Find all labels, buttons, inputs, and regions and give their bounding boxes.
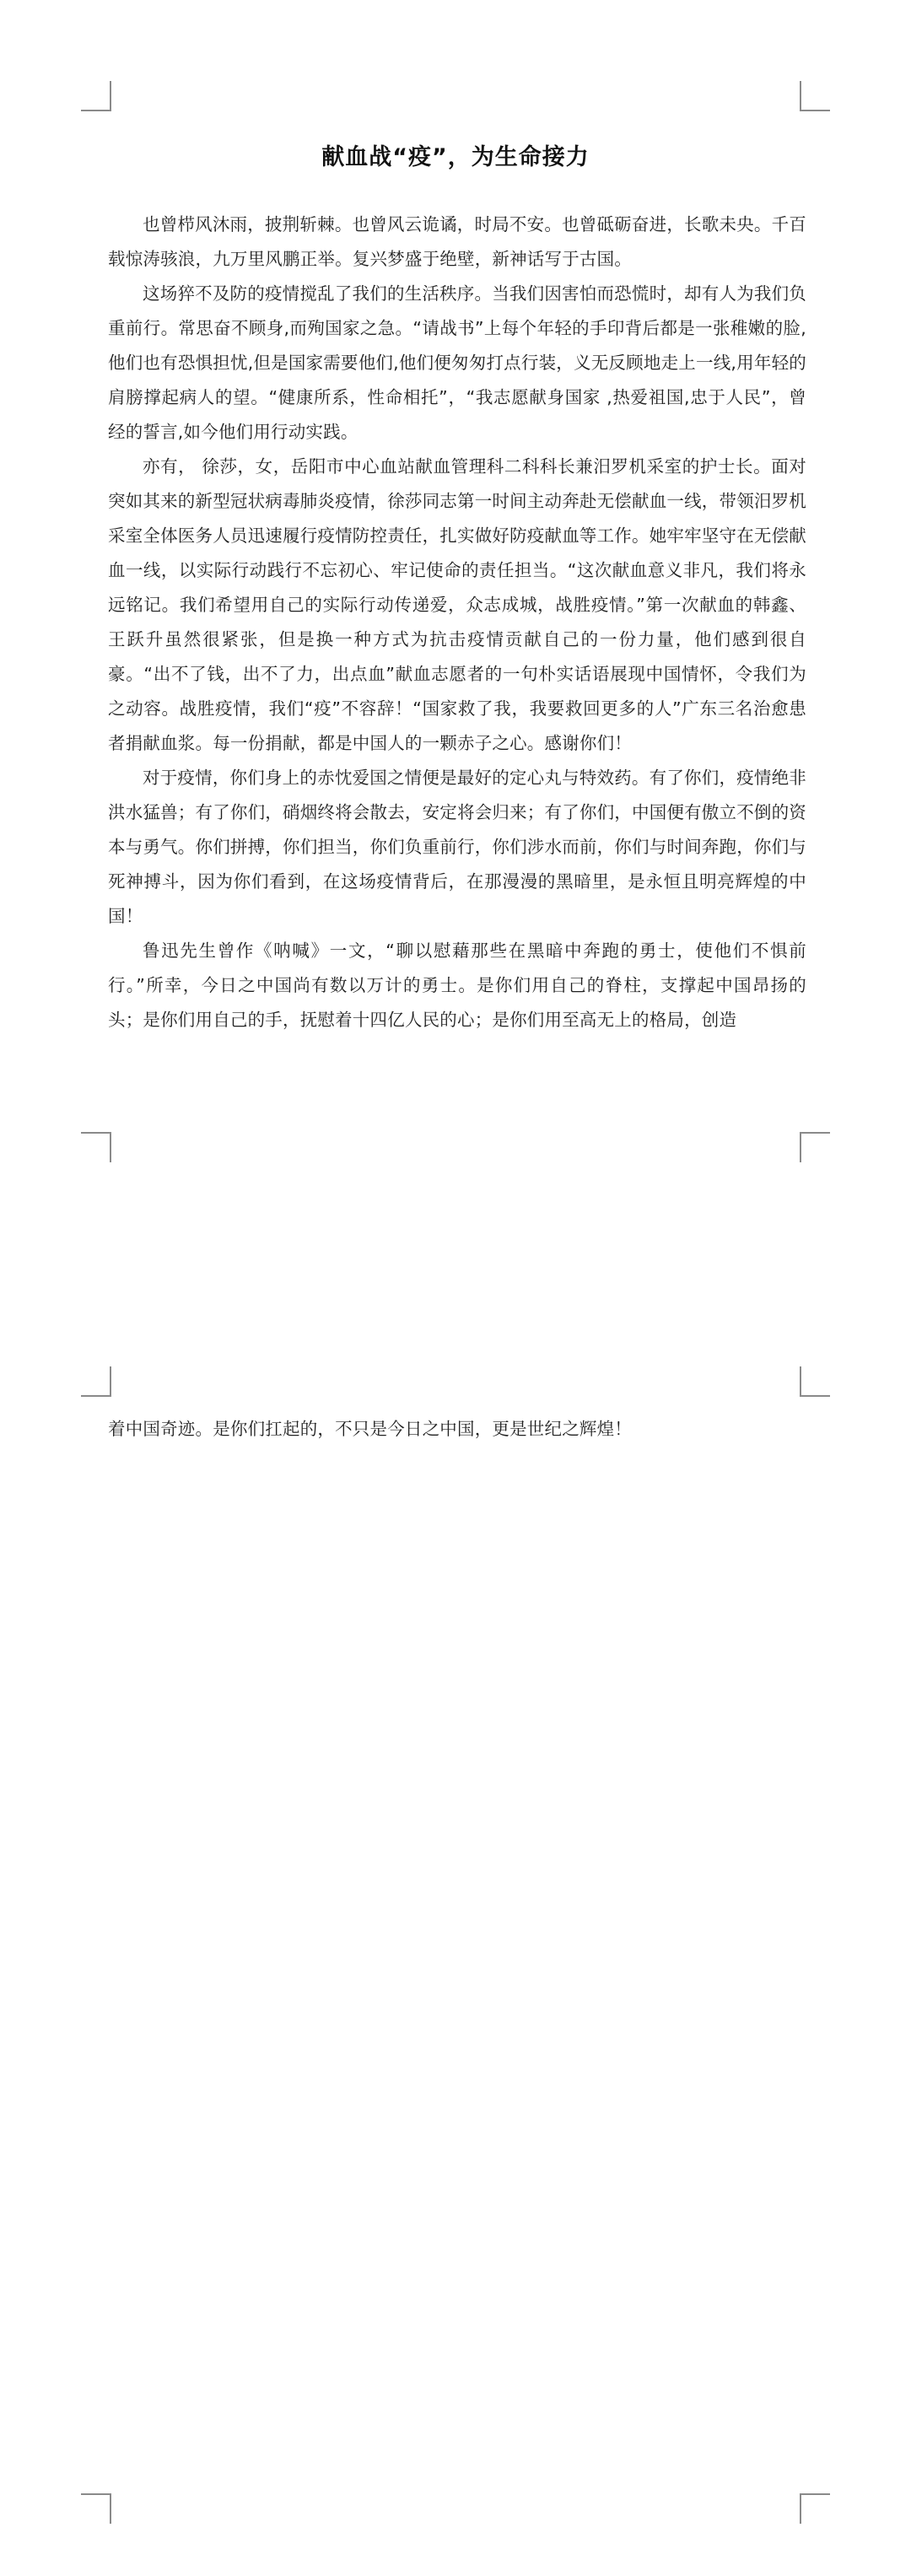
paragraph-5: 鲁迅先生曾作《呐喊》一文，“聊以慰藉那些在黑暗中奔跑的勇士，使他们不惧前行。”所幸，今日之中国尚有数以万计的勇士。是你们用自己的脊柱，支撑起中国昂扬的头；是你们用自己的手，抚慰着十四亿人民的心；是你们用至高无上的格局，创造 [108,940,806,1030]
page-2 [0,1363,911,2576]
paragraph-3: 亦有， 徐莎，女，岳阳市中心血站献血管理科二科科长兼汨罗机采室的护士长。面对突如其来的新型冠状病毒肺炎疫情，徐莎同志第一时间主动奔赴无偿献血一线，带领汨罗机采室全体医务人员迅速履行疫情防控责任，扎实做好防疫献血等工作。她牢牢坚守在无偿献血一线，以实际行动践行不忘初心、牢记使命的责任担当。“这次献血意义非凡，我们将永远铭记。我们希望用自己的实际行动传递爱，众志成城，战胜疫情。”第一次献血的韩鑫、王跃升虽然很紧张，但是换一种方式为抗击疫情贡献自己的一份力量，他们感到很自豪。“出不了钱，出不了力，出点血”献血志愿者的一句朴实话语展现中国情怀，令我们为之动容。战胜疫情，我们“疫”不容辞！“国家救了我，我要救回更多的人”广东三名治愈患者捐献血浆。每一份捐献，都是中国人的一颗赤子之心。感谢你们！ [108,456,806,753]
crop-mark-top-left [81,81,111,111]
crop-mark-bottom-right [800,1132,830,1162]
crop-mark-top-left [81,1366,111,1397]
crop-mark-bottom-left [81,2493,111,2524]
crop-mark-bottom-right [800,2493,830,2524]
crop-mark-bottom-left [81,1132,111,1162]
paragraph-2: 这场猝不及防的疫情搅乱了我们的生活秩序。当我们因害怕而恐慌时，却有人为我们负重前行。常思奋不顾身,而殉国家之急。“请战书”上每个年轻的手印背后都是一张稚嫩的脸,他们也有恐惧担忧,但是国家需要他们,他们便匆匆打点行装，义无反顾地走上一线,用年轻的肩膀撑起病人的望。“健康所系，性命相托”，“我志愿献身国家 ,热爱祖国,忠于人民”，曾经的誓言,如今他们用行动实践。 [108,283,806,442]
paragraph-4: 对于疫情，你们身上的赤忱爱国之情便是最好的定心丸与特效药。有了你们，疫情绝非洪水猛兽；有了你们，硝烟终将会散去，安定将会归来；有了你们，中国便有傲立不倒的资本与勇气。你们拼搏，你们担当，你们负重前行，你们涉水而前，你们与时间奔跑，你们与死神搏斗，因为你们看到，在这场疫情背后，在那漫漫的黑暗里，是永恒且明亮辉煌的中国！ [108,768,806,926]
paragraph-1: 也曾栉风沐雨，披荆斩棘。也曾风云诡谲，时局不安。也曾砥砺奋进，长歌未央。千百载惊涛骇浪，九万里风鹏正举。复兴梦盛于绝壁，新神话写于古国。 [108,214,806,269]
document-body [108,207,806,1037]
crop-mark-top-right [800,81,830,111]
paragraph-5-continuation: 着中国奇迹。是你们扛起的，不只是今日之中国，更是世纪之辉煌！ [108,1419,632,1439]
document-title: 献血战“疫”，为生命接力 [321,144,590,170]
crop-mark-top-right [800,1366,830,1397]
page-1 [0,0,911,1162]
